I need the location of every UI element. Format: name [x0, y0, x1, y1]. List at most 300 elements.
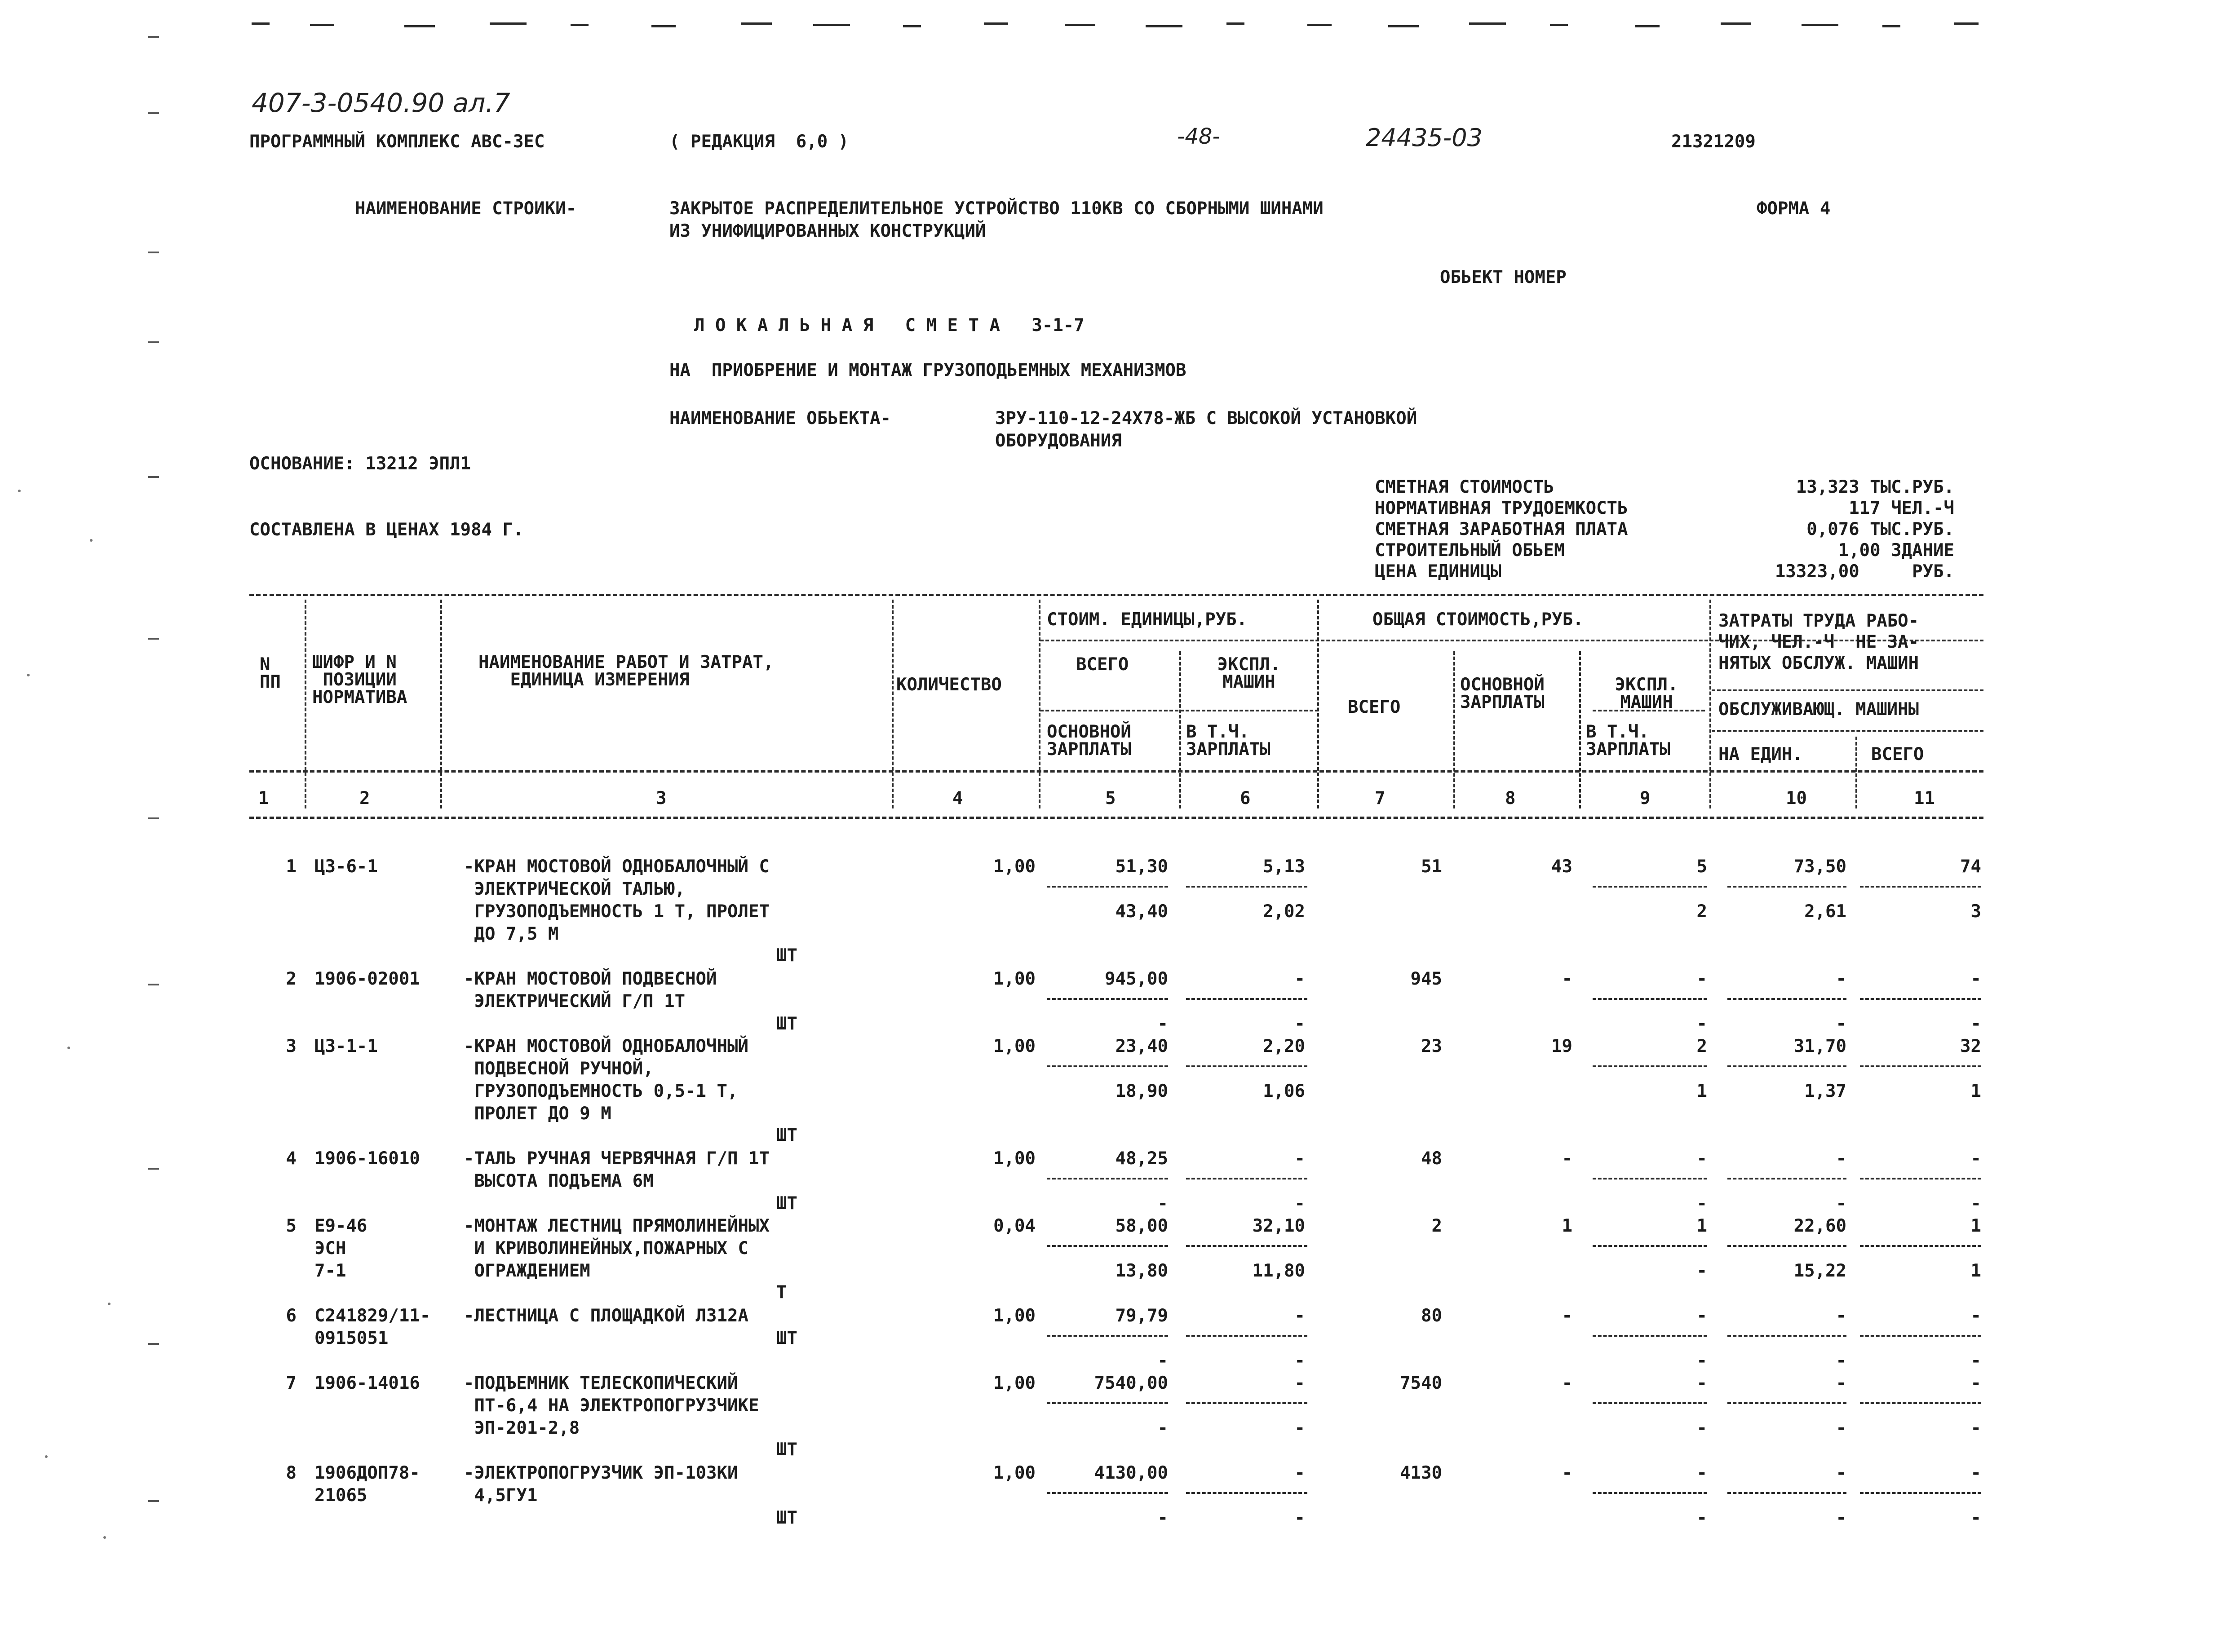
cell-underline	[1186, 1492, 1307, 1494]
row-incl-wage: -	[1696, 1508, 1707, 1528]
row-unit-total: 58,00	[1115, 1216, 1168, 1236]
row-unit-machines: -	[1294, 1463, 1305, 1483]
document-number: 21321209	[1671, 132, 1756, 152]
row-unit-machines: -	[1294, 969, 1305, 989]
cell-underline	[1186, 1178, 1307, 1179]
header-labor: ЗАТРАТЫ ТРУДА РАБО- ЧИХ, ЧЕЛ.-Ч НЕ ЗА- НЯТЫХ ОБСЛУЖ. МАШИН	[1718, 611, 1919, 673]
edge-dash	[903, 25, 921, 27]
header-per-unit: НА ЕДИН.	[1718, 744, 1803, 764]
row-name-line: ЭЛЕКТРИЧЕСКИЙ Г/П 1Т	[464, 991, 686, 1012]
column-number: 9	[1640, 788, 1651, 808]
row-quantity: 1,00	[993, 857, 1036, 877]
row-labor-total: -	[1970, 1306, 1981, 1326]
row-number: 1	[286, 857, 297, 877]
row-serving-per-unit: -	[1836, 1014, 1846, 1034]
cell-underline	[1860, 886, 1981, 888]
row-unit-incl-wage: 11,80	[1252, 1261, 1305, 1281]
speck	[108, 1303, 111, 1305]
row-total: 2	[1431, 1216, 1442, 1236]
speck	[45, 1455, 48, 1458]
header-column-divider	[892, 600, 894, 808]
row-labor-per-unit: -	[1836, 1306, 1846, 1326]
row-name-line: ГРУЗОПОДЪЕМНОСТЬ 0,5-1 Т,	[464, 1081, 738, 1101]
summary-label: СМЕТНАЯ ЗАРАБОТНАЯ ПЛАТА	[1375, 519, 1628, 539]
row-labor-per-unit: -	[1836, 1463, 1846, 1483]
row-labor-total: -	[1970, 1463, 1981, 1483]
row-code: 1906-02001	[314, 969, 420, 989]
row-code: 7-1	[314, 1261, 346, 1281]
row-total: 7540	[1400, 1373, 1442, 1393]
row-code: ЭСН	[314, 1238, 346, 1259]
row-incl-wage: -	[1696, 1193, 1707, 1214]
row-unit-base-wage: 18,90	[1115, 1081, 1168, 1101]
row-serving-total: 1	[1970, 1081, 1981, 1101]
row-main-wage: -	[1562, 1306, 1572, 1326]
cell-underline	[1860, 1245, 1981, 1247]
row-name-line: ПОДВЕСНОЙ РУЧНОЙ,	[464, 1059, 654, 1079]
edge-dash	[1635, 25, 1660, 27]
edge-dash	[1721, 22, 1751, 25]
row-name-line: ЭЛЕКТРИЧЕСКОЙ ТАЛЬЮ,	[464, 879, 686, 899]
row-number: 2	[286, 969, 297, 989]
row-unit-total: 945,00	[1105, 969, 1168, 989]
edge-dash	[741, 22, 772, 25]
row-unit-base-wage: -	[1157, 1014, 1168, 1034]
speck	[90, 539, 93, 542]
row-name-line: 4,5ГУ1	[464, 1485, 538, 1506]
handwritten-page-number: -48-	[1177, 124, 1220, 149]
summary-label: СМЕТНАЯ СТОИМОСТЬ	[1375, 477, 1554, 497]
summary-value: 13323,00 РУБ.	[1775, 561, 1954, 582]
row-serving-total: 3	[1970, 901, 1981, 922]
row-unit-total: 7540,00	[1094, 1373, 1168, 1393]
cell-underline	[1593, 1492, 1707, 1494]
header-column-divider	[305, 600, 306, 808]
edge-dash	[1226, 22, 1244, 25]
column-number: 7	[1375, 788, 1386, 808]
cell-underline	[1047, 1492, 1168, 1494]
cell-underline	[1860, 1402, 1981, 1404]
row-unit-machines: -	[1294, 1306, 1305, 1326]
header-bottom-rule	[249, 770, 1983, 773]
edge-dash	[1469, 22, 1506, 25]
row-serving-per-unit: 15,22	[1793, 1261, 1846, 1281]
header-column-divider	[440, 600, 442, 808]
row-main-wage: 1	[1562, 1216, 1572, 1236]
cell-underline	[1047, 998, 1168, 1000]
row-unit-base-wage: 43,40	[1115, 901, 1168, 922]
cell-underline	[1593, 886, 1707, 888]
cell-underline	[1047, 1335, 1168, 1337]
cell-underline	[1186, 886, 1307, 888]
row-main-wage: -	[1562, 1148, 1572, 1169]
row-machines: 1	[1696, 1216, 1707, 1236]
row-machines: -	[1696, 1463, 1707, 1483]
row-code: 1906ДОП78-	[314, 1463, 420, 1483]
row-name-line: ЭП-201-2,8	[464, 1418, 580, 1438]
cell-underline	[1860, 1492, 1981, 1494]
header-incl-wage: В Т.Ч. ЗАРПЛАТЫ	[1586, 722, 1670, 760]
edge-dash	[1307, 24, 1332, 26]
column-number: 4	[952, 788, 963, 808]
row-unit: ШТ	[776, 945, 797, 966]
row-quantity: 1,00	[993, 1148, 1036, 1169]
margin-mark	[148, 1343, 159, 1345]
margin-mark	[148, 638, 159, 640]
row-number: 3	[286, 1036, 297, 1056]
cell-underline	[1727, 1178, 1846, 1179]
cell-underline	[1727, 1402, 1846, 1404]
cell-underline	[1593, 998, 1707, 1000]
row-name-line: -ПОДЪЕМНИК ТЕЛЕСКОПИЧЕСКИЙ	[464, 1373, 738, 1393]
header-code: ШИФР И N ПОЗИЦИИ НОРМАТИВА	[312, 652, 407, 707]
construction-name-line-1: ЗАКРЫТОЕ РАСПРЕДЕЛИТЕЛЬНОЕ УСТРОЙСТВО 110КВ СО СБОРНЫМИ ШИНАМИ	[669, 199, 1324, 219]
row-unit-incl-wage: -	[1294, 1508, 1305, 1528]
edge-dash	[1882, 25, 1900, 27]
row-code: Ц3-1-1	[314, 1036, 378, 1056]
edge-dash	[404, 25, 435, 27]
basis: ОСНОВАНИЕ: 13212 ЭПЛ1	[249, 454, 471, 474]
cell-underline	[1727, 886, 1846, 888]
column-number: 6	[1240, 788, 1251, 808]
row-unit: Т	[776, 1282, 787, 1303]
summary-label: НОРМАТИВНАЯ ТРУДОЕМКОСТЬ	[1375, 498, 1628, 518]
summary-value: 13,323 ТЫС.РУБ.	[1796, 477, 1954, 497]
row-serving-per-unit: -	[1836, 1508, 1846, 1528]
row-main-wage: -	[1562, 1373, 1572, 1393]
row-name-line: И КРИВОЛИНЕЙНЫХ,ПОЖАРНЫХ С	[464, 1238, 748, 1259]
column-number: 3	[656, 788, 667, 808]
cell-underline	[1186, 1245, 1307, 1247]
row-main-wage: 19	[1551, 1036, 1572, 1056]
row-quantity: 1,00	[993, 1463, 1036, 1483]
row-incl-wage: 2	[1696, 901, 1707, 922]
row-labor-total: -	[1970, 1148, 1981, 1169]
construction-name-label: НАИМЕНОВАНИЕ СТРОИКИ-	[355, 199, 577, 219]
speck	[67, 1047, 70, 1049]
row-unit-machines: 2,20	[1263, 1036, 1305, 1056]
row-name-line: -КРАН МОСТОВОЙ ПОДВЕСНОЙ	[464, 969, 717, 989]
cell-underline	[1186, 1402, 1307, 1404]
cell-underline	[1860, 1335, 1981, 1337]
row-quantity: 1,00	[993, 1306, 1036, 1326]
margin-mark	[148, 112, 159, 114]
row-name-line: ГРУЗОПОДЪЕМНОСТЬ 1 Т, ПРОЛЕТ	[464, 901, 770, 922]
margin-mark	[148, 36, 159, 38]
row-labor-per-unit: 73,50	[1793, 857, 1846, 877]
row-labor-total: 32	[1960, 1036, 1981, 1056]
row-labor-per-unit: -	[1836, 969, 1846, 989]
row-serving-total: -	[1970, 1418, 1981, 1438]
header-column-divider	[1317, 600, 1319, 808]
edge-dash	[1954, 22, 1979, 25]
header-column-divider	[1579, 651, 1581, 808]
row-unit-machines: -	[1294, 1373, 1305, 1393]
cell-underline	[1860, 1178, 1981, 1179]
row-number: 4	[286, 1148, 297, 1169]
row-name-line: -ЛЕСТНИЦА С ПЛОЩАДКОЙ Л312А	[464, 1306, 748, 1326]
row-name-line: -ТАЛЬ РУЧНАЯ ЧЕРВЯЧНАЯ Г/П 1Т	[464, 1148, 770, 1169]
edge-dash	[813, 24, 850, 26]
speck	[103, 1536, 106, 1539]
row-unit-total: 4130,00	[1094, 1463, 1168, 1483]
header-column-divider	[1855, 737, 1857, 808]
header-unit-machines: ЭКСПЛ. МАШИН	[1217, 654, 1281, 692]
cell-underline	[1727, 1065, 1846, 1067]
row-machines: -	[1696, 1306, 1707, 1326]
summary-value: 1,00 ЗДАНИЕ	[1838, 540, 1954, 561]
header-mid-rule	[1712, 730, 1983, 732]
header-column-divider	[1039, 600, 1040, 808]
row-name-line: -МОНТАЖ ЛЕСТНИЦ ПРЯМОЛИНЕЙНЫХ	[464, 1216, 770, 1236]
row-serving-per-unit: 1,37	[1804, 1081, 1846, 1101]
row-serving-per-unit: -	[1836, 1351, 1846, 1371]
header-column-divider	[1453, 651, 1455, 808]
row-machines: -	[1696, 1148, 1707, 1169]
row-code: 21065	[314, 1485, 367, 1506]
row-incl-wage: 1	[1696, 1081, 1707, 1101]
cell-underline	[1186, 1335, 1307, 1337]
row-unit-base-wage: 13,80	[1115, 1261, 1168, 1281]
object-name-line-2: ОБОРУДОВАНИЯ	[995, 431, 1122, 451]
cell-underline	[1593, 1245, 1707, 1247]
object-name-line-1: ЗРУ-110-12-24Х78-ЖБ С ВЫСОКОЙ УСТАНОВКОЙ	[995, 408, 1417, 428]
row-unit-base-wage: -	[1157, 1418, 1168, 1438]
row-labor-total: 74	[1960, 857, 1981, 877]
margin-mark	[148, 476, 159, 478]
table-top-rule	[249, 594, 1983, 596]
header-all: ВСЕГО	[1871, 744, 1924, 764]
row-name-line: ОГРАЖДЕНИЕМ	[464, 1261, 590, 1281]
header-main-wage: ОСНОВНОЙ ЗАРПЛАТЫ	[1460, 675, 1545, 712]
edge-dash	[1065, 24, 1095, 26]
row-labor-total: -	[1970, 969, 1981, 989]
handwritten-code: 24435-03	[1366, 124, 1483, 152]
edge-dash	[1388, 25, 1419, 27]
header-quantity: КОЛИЧЕСТВО	[896, 675, 1002, 695]
row-unit: ШТ	[776, 1440, 797, 1460]
margin-mark	[148, 984, 159, 985]
cell-underline	[1860, 998, 1981, 1000]
cell-underline	[1860, 1065, 1981, 1067]
summary-value: 0,076 ТЫС.РУБ.	[1806, 519, 1954, 539]
edge-dash	[1146, 25, 1182, 27]
row-main-wage: 43	[1551, 857, 1572, 877]
row-unit-incl-wage: -	[1294, 1351, 1305, 1371]
row-incl-wage: -	[1696, 1014, 1707, 1034]
cell-underline	[1186, 998, 1307, 1000]
cell-underline	[1593, 1402, 1707, 1404]
margin-mark	[148, 252, 159, 253]
row-labor-total: 1	[1970, 1216, 1981, 1236]
row-serving-total: 1	[1970, 1261, 1981, 1281]
estimate-subtitle: НА ПРИОБРЕНИЕ И МОНТАЖ ГРУЗОПОДЬЕМНЫХ МЕХАНИЗМОВ	[669, 360, 1186, 380]
edition: ( РЕДАКЦИЯ 6,0 )	[669, 132, 849, 152]
summary-label: ЦЕНА ЕДИНИЦЫ	[1375, 561, 1501, 582]
cell-underline	[1047, 1178, 1168, 1179]
edge-dash	[1550, 24, 1568, 26]
row-incl-wage: -	[1696, 1261, 1707, 1281]
row-name-line: ВЫСОТА ПОДЪЕМА 6М	[464, 1171, 654, 1191]
cell-underline	[1047, 1402, 1168, 1404]
row-serving-total: -	[1970, 1508, 1981, 1528]
edge-dash	[490, 22, 527, 25]
header-grand-total: ВСЕГО	[1348, 697, 1401, 717]
edge-dash	[651, 25, 676, 27]
header-unit-total: ВСЕГО	[1076, 654, 1129, 675]
row-name-line: ПТ-6,4 НА ЭЛЕКТРОПОГРУЗЧИКЕ	[464, 1396, 759, 1416]
row-serving-total: -	[1970, 1014, 1981, 1034]
row-unit: ШТ	[776, 1125, 797, 1145]
row-unit-base-wage: -	[1157, 1508, 1168, 1528]
edge-dash	[571, 24, 589, 26]
row-unit: ШТ	[776, 1328, 797, 1348]
row-number: 6	[286, 1306, 297, 1326]
row-number: 7	[286, 1373, 297, 1393]
row-machines: 5	[1696, 857, 1707, 877]
row-unit-incl-wage: 1,06	[1263, 1081, 1305, 1101]
row-labor-total: -	[1970, 1373, 1981, 1393]
row-quantity: 1,00	[993, 969, 1036, 989]
column-number: 1	[258, 788, 269, 808]
margin-mark	[148, 817, 159, 819]
row-quantity: 0,04	[993, 1216, 1036, 1236]
row-unit-total: 23,40	[1115, 1036, 1168, 1056]
row-unit: ШТ	[776, 1508, 797, 1528]
row-unit-total: 48,25	[1115, 1148, 1168, 1169]
row-total: 48	[1421, 1148, 1442, 1169]
handwritten-album-number: 407-3-0540.90 ал.7	[252, 88, 510, 118]
form-number: ФОРМА 4	[1757, 199, 1831, 219]
header-machines: ЭКСПЛ. МАШИН	[1615, 675, 1678, 712]
row-unit-base-wage: -	[1157, 1193, 1168, 1214]
row-serving-total: -	[1970, 1351, 1981, 1371]
margin-mark	[148, 1168, 159, 1170]
row-labor-per-unit: 22,60	[1793, 1216, 1846, 1236]
row-incl-wage: -	[1696, 1351, 1707, 1371]
cell-underline	[1727, 1335, 1846, 1337]
row-name-line: -ЭЛЕКТРОПОГРУЗЧИК ЭП-103КИ	[464, 1463, 738, 1483]
row-name-line: -КРАН МОСТОВОЙ ОДНОБАЛОЧНЫЙ С	[464, 857, 770, 877]
row-labor-per-unit: -	[1836, 1373, 1846, 1393]
row-serving-per-unit: -	[1836, 1193, 1846, 1214]
header-unit-base-wage: ОСНОВНОЙ ЗАРПЛАТЫ	[1047, 722, 1131, 760]
row-serving-per-unit: -	[1836, 1418, 1846, 1438]
row-incl-wage: -	[1696, 1418, 1707, 1438]
cell-underline	[1047, 1065, 1168, 1067]
row-serving-total: -	[1970, 1193, 1981, 1214]
row-code: 1906-16010	[314, 1148, 420, 1169]
cell-underline	[1727, 1492, 1846, 1494]
row-code: Ц3-6-1	[314, 857, 378, 877]
column-number: 11	[1914, 788, 1935, 808]
price-level: СОСТАВЛЕНА В ЦЕНАХ 1984 Г.	[249, 520, 524, 540]
cell-underline	[1593, 1065, 1707, 1067]
cell-underline	[1047, 886, 1168, 888]
header-name: НАИМЕНОВАНИЕ РАБОТ И ЗАТРАТ, ЕДИНИЦА ИЗМЕРЕНИЯ	[478, 652, 774, 690]
header-column-divider	[1179, 651, 1181, 808]
row-unit-incl-wage: 2,02	[1263, 901, 1305, 922]
row-unit-machines: -	[1294, 1148, 1305, 1169]
header-total-cost: ОБЩАЯ СТОИМОСТЬ,РУБ.	[1372, 610, 1584, 630]
header-mid-rule	[1712, 689, 1983, 691]
row-number: 5	[286, 1216, 297, 1236]
row-machines: 2	[1696, 1036, 1707, 1056]
speck	[18, 490, 21, 492]
cell-underline	[1593, 1178, 1707, 1179]
row-unit-machines: 32,10	[1252, 1216, 1305, 1236]
row-code: 1906-14016	[314, 1373, 420, 1393]
column-number: 2	[359, 788, 370, 808]
header-serving-machines: ОБСЛУЖИВАЮЩ. МАШИНЫ	[1718, 699, 1919, 720]
row-unit: ШТ	[776, 1193, 797, 1214]
edge-dash	[310, 24, 334, 26]
speck	[27, 674, 30, 676]
row-total: 4130	[1400, 1463, 1442, 1483]
row-unit-incl-wage: -	[1294, 1193, 1305, 1214]
cell-underline	[1186, 1065, 1307, 1067]
header-unit-incl-wage: В Т.Ч. ЗАРПЛАТЫ	[1186, 722, 1271, 760]
row-labor-per-unit: -	[1836, 1148, 1846, 1169]
row-unit-base-wage: -	[1157, 1351, 1168, 1371]
row-name-line: ДО 7,5 М	[464, 924, 559, 944]
row-total: 945	[1410, 969, 1442, 989]
row-unit-incl-wage: -	[1294, 1418, 1305, 1438]
cell-underline	[1593, 1335, 1707, 1337]
edge-dash	[1802, 24, 1838, 26]
row-unit-total: 79,79	[1115, 1306, 1168, 1326]
row-machines: -	[1696, 969, 1707, 989]
edge-dash	[984, 22, 1008, 25]
summary-label: СТРОИТЕЛЬНЫЙ ОБЬЕМ	[1375, 540, 1565, 561]
row-number: 8	[286, 1463, 297, 1483]
column-numbers-rule	[249, 817, 1983, 819]
header-unit-cost: СТОИМ. ЕДИНИЦЫ,РУБ.	[1047, 610, 1248, 630]
row-unit-incl-wage: -	[1294, 1014, 1305, 1034]
margin-mark	[148, 1500, 159, 1502]
row-unit-machines: 5,13	[1263, 857, 1305, 877]
cell-underline	[1047, 1245, 1168, 1247]
column-number: 10	[1786, 788, 1807, 808]
column-number: 5	[1105, 788, 1116, 808]
row-unit-total: 51,30	[1115, 857, 1168, 877]
column-number: 8	[1505, 788, 1516, 808]
header-column-divider	[1709, 600, 1711, 808]
object-name-label: НАИМЕНОВАНИЕ ОБЬЕКТА-	[669, 408, 891, 428]
header-n: N ПП	[260, 654, 281, 692]
row-quantity: 1,00	[993, 1036, 1036, 1056]
estimate-title: Л О К А Л Ь Н А Я С М Е Т А 3-1-7	[694, 315, 1085, 336]
row-quantity: 1,00	[993, 1373, 1036, 1393]
construction-name-line-2: ИЗ УНИФИЦИРОВАННЫХ КОНСТРУКЦИЙ	[669, 221, 986, 241]
summary-value: 117 ЧЕЛ.-Ч	[1849, 498, 1954, 518]
row-code: С241829/11-	[314, 1306, 431, 1326]
cell-underline	[1727, 1245, 1846, 1247]
row-machines: -	[1696, 1373, 1707, 1393]
edge-dash	[252, 22, 270, 25]
row-labor-per-unit: 31,70	[1793, 1036, 1846, 1056]
margin-mark	[148, 341, 159, 343]
row-main-wage: -	[1562, 969, 1572, 989]
row-main-wage: -	[1562, 1463, 1572, 1483]
row-total: 51	[1421, 857, 1442, 877]
row-name-line: -КРАН МОСТОВОЙ ОДНОБАЛОЧНЫЙ	[464, 1036, 748, 1056]
row-code: 0915051	[314, 1328, 389, 1348]
row-name-line: ПРОЛЕТ ДО 9 М	[464, 1104, 611, 1124]
row-total: 80	[1421, 1306, 1442, 1326]
row-unit: ШТ	[776, 1014, 797, 1034]
row-code: Е9-46	[314, 1216, 367, 1236]
